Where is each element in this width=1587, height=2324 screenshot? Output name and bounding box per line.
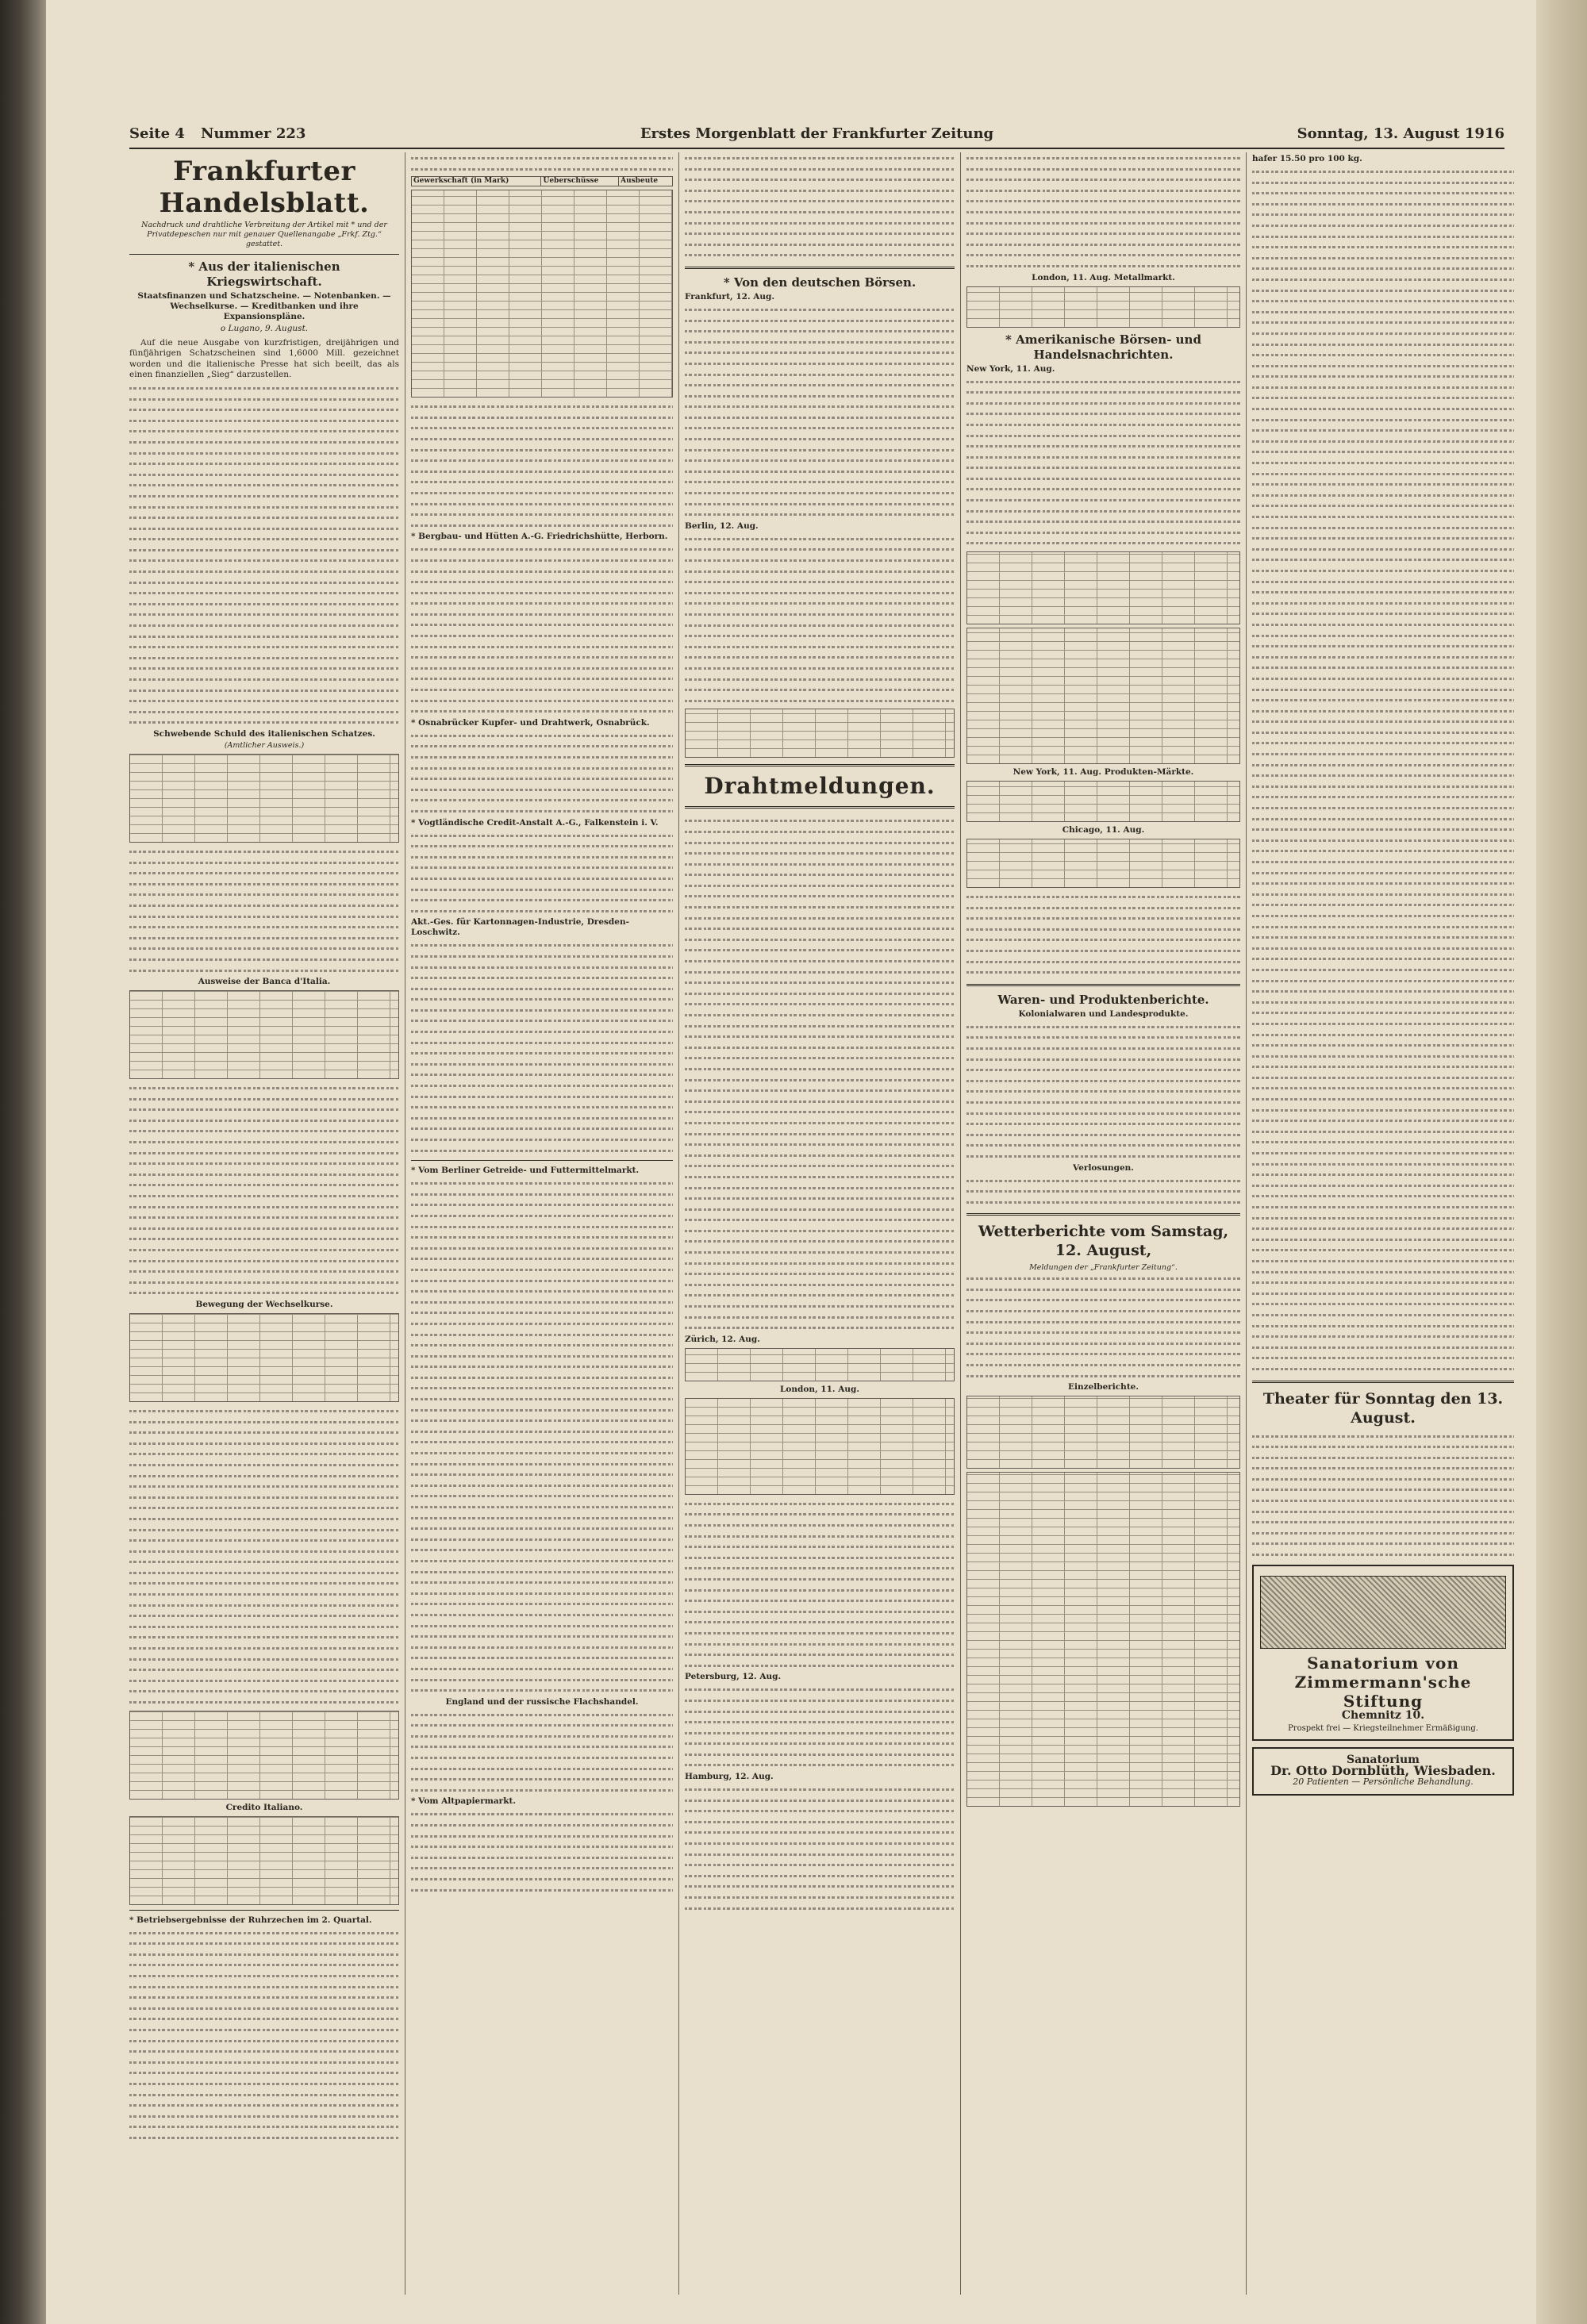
sanatorium2-name: Dr. Otto Dornblüth, Wiesbaden. [1270, 1763, 1496, 1779]
body-text-block [411, 1709, 673, 1796]
table-header: Ausbeute [619, 177, 673, 186]
data-table [966, 839, 1240, 888]
article-title: Akt.-Ges. für Kartonnagen-Industrie, Dresden-Loschwitz. [411, 917, 629, 938]
sanatorium-ad-2 [1252, 1747, 1514, 1796]
body-text-block [129, 1082, 399, 1298]
kolonial-subtitle: Kolonialwaren und Landesprodukte. [1018, 1008, 1189, 1019]
body-text-block [966, 1273, 1240, 1381]
body-text-block [411, 544, 673, 716]
column-4 [966, 152, 1240, 2295]
data-table [129, 1711, 399, 1800]
sanatorium-illustration [1260, 1576, 1506, 1649]
data-table [966, 781, 1240, 822]
body-text-block [411, 830, 673, 916]
body-text-block [685, 815, 955, 1333]
data-table [129, 1816, 399, 1905]
dateline: Frankfurt, 12. Aug. [685, 291, 775, 302]
body-text-block [129, 846, 399, 975]
sanatorium-town: Chemnitz 10. [1341, 1708, 1425, 1722]
column-1 [129, 152, 399, 2295]
chicago-title: Chicago, 11. Aug. [1062, 825, 1145, 835]
data-table [685, 709, 955, 758]
body-text-block [966, 891, 1240, 978]
column-2 [411, 152, 673, 2295]
table-header: Ueberschüsse [541, 177, 619, 186]
metal-market-title: London, 11. Aug. Metallmarkt. [1032, 272, 1175, 282]
body-text-block [129, 1405, 399, 1707]
table-header: Gewerkschaft (in Mark) [412, 177, 541, 186]
dateline: Berlin, 12. Aug. [685, 520, 759, 531]
body-text-block [685, 152, 955, 260]
data-table [966, 551, 1240, 624]
article-title: * Vogtländische Credit-Anstalt A.-G., Falkenstein i. V. [411, 817, 659, 828]
reprint-note: Nachdruck und drahtliche Verbreitung der Artikel mit * und der Privatdepeschen nur mit genauer Quellenangabe „Frkf. Ztg.“ gestattet. [141, 221, 387, 248]
data-table [685, 1398, 955, 1495]
table-subtitle: (Amtlicher Ausweis.) [224, 740, 305, 750]
article-dateline: o Lugano, 9. August. [220, 324, 309, 333]
table-title: Schwebende Schuld des italienischen Schatzes. [153, 728, 375, 739]
article-paragraph: Auf die neue Ausgabe von kurzfristigen, dreijährigen und fünfjährigen Schatzscheinen sind 1,6000 Mill. gezeichnet worden und die italienische Presse hat sich beeilt, das als einen finanziellen „Sieg“ darzustellen. [129, 337, 399, 380]
paper-title: Erstes Morgenblatt der Frankfurter Zeitung [640, 125, 994, 142]
body-text-block [129, 382, 399, 728]
body-text-block [411, 1808, 673, 1895]
page-number: Seite 4 [129, 125, 185, 142]
text-snippet: hafer 15.50 pro 100 kg. [1252, 154, 1362, 163]
body-text-block [129, 1927, 399, 2143]
dateline: Zürich, 12. Aug. [685, 1334, 760, 1344]
waren-title: Waren- und Produktenberichte. [997, 992, 1209, 1007]
data-table [129, 754, 399, 843]
issue-number: Nummer 223 [201, 125, 306, 142]
weather-table [966, 1472, 1240, 1807]
article-title: * Aus der italienischen Kriegswirtschaft. [188, 259, 340, 289]
body-text-block [966, 376, 1240, 549]
article-subtitle: Staatsfinanzen und Schatzscheine. — Notenbanken. — Wechselkurse. — Kreditbanken und ihre Expansionspläne. [137, 291, 391, 321]
book-spine [0, 0, 46, 2324]
data-table [129, 990, 399, 1079]
dateline: New York, 11. Aug. [966, 363, 1055, 374]
wetter-title: Wetterberichte vom Samstag, 12. August, [978, 1223, 1229, 1260]
body-text-block [685, 1784, 955, 1913]
sanatorium2-note: 20 Patienten — Persönliche Behandlung. [1293, 1776, 1474, 1787]
data-table [129, 1313, 399, 1402]
column-3 [685, 152, 955, 2295]
sanatorium2-label: Sanatorium [1347, 1753, 1420, 1766]
sanatorium-text: Prospekt frei — Kriegsteilnehmer Ermäßigung. [1288, 1724, 1478, 1734]
body-text-block [685, 304, 955, 520]
table-title: Credito Italiano. [225, 1802, 303, 1812]
column-rule [678, 152, 679, 2295]
data-table [966, 1396, 1240, 1469]
sanatorium-name: Sanatorium von Zimmermann'sche Stiftung [1294, 1653, 1472, 1711]
body-text-block [411, 1177, 673, 1696]
adjacent-page-edge [1536, 0, 1587, 2324]
column-5 [1252, 152, 1514, 2295]
dateline: Hamburg, 12. Aug. [685, 1772, 774, 1782]
wetter-subtitle: Meldungen der „Frankfurter Zeitung“. [1029, 1263, 1178, 1273]
issue-date: Sonntag, 13. August 1916 [1297, 125, 1504, 142]
newspaper-page [46, 0, 1536, 2324]
body-text-block [1252, 166, 1514, 1374]
theater-title: Theater für Sonntag den 13. August. [1262, 1389, 1504, 1427]
body-text-block [411, 152, 673, 174]
article-title: * Bergbau- und Hütten A.-G. Friedrichshütte, Herborn. [411, 532, 668, 542]
body-text-block [966, 152, 1240, 271]
body-text-block [685, 1684, 955, 1770]
verlosungen-title: Verlosungen. [1073, 1162, 1134, 1173]
article-title: * Osnabrücker Kupfer- und Drahtwerk, Osnabrück. [411, 717, 650, 728]
table-title: Bewegung der Wechselkurse. [195, 1299, 333, 1309]
table-title: Ausweise der Banca d'Italia. [198, 977, 331, 987]
handelsblatt-title: Frankfurter Handelsblatt. [159, 156, 370, 219]
einzel-title: Einzelberichte. [1067, 1382, 1139, 1392]
body-text-block [411, 401, 673, 530]
data-table [966, 286, 1240, 328]
sanatorium-ad [1252, 1565, 1514, 1741]
article-title: * Vom Berliner Getreide- und Futtermittelmarkt. [411, 1166, 640, 1176]
dateline: Petersburg, 12. Aug. [685, 1672, 782, 1682]
body-text-block [1252, 1431, 1514, 1560]
data-table [685, 1348, 955, 1381]
body-text-block [966, 1021, 1240, 1162]
body-text-block [411, 730, 673, 816]
body-text-block [966, 1175, 1240, 1208]
data-table [966, 628, 1240, 764]
amerika-title: * Amerikanische Börsen- und Handelsnachrichten. [1005, 332, 1201, 362]
data-table [411, 190, 673, 398]
dateline: London, 11. Aug. [779, 1384, 859, 1394]
ruhr-table [411, 176, 673, 186]
article-title: England und der russische Flachshandel. [445, 1696, 639, 1707]
column-rule [1246, 152, 1247, 2295]
page-header [129, 125, 1504, 149]
article-title: * Vom Altpapiermarkt. [411, 1796, 516, 1807]
drahtmeldungen-title: Drahtmeldungen. [704, 773, 936, 800]
body-text-block [411, 939, 673, 1155]
body-text-block [685, 533, 955, 706]
column-rule [960, 152, 961, 2295]
boersen-title: * Von den deutschen Börsen. [723, 275, 916, 290]
produkten-title: New York, 11. Aug. Produkten-Märkte. [1013, 767, 1194, 778]
body-text-block [685, 1498, 955, 1671]
article-title: * Betriebsergebnisse der Ruhrzechen im 2. Quartal. [129, 1915, 372, 1925]
